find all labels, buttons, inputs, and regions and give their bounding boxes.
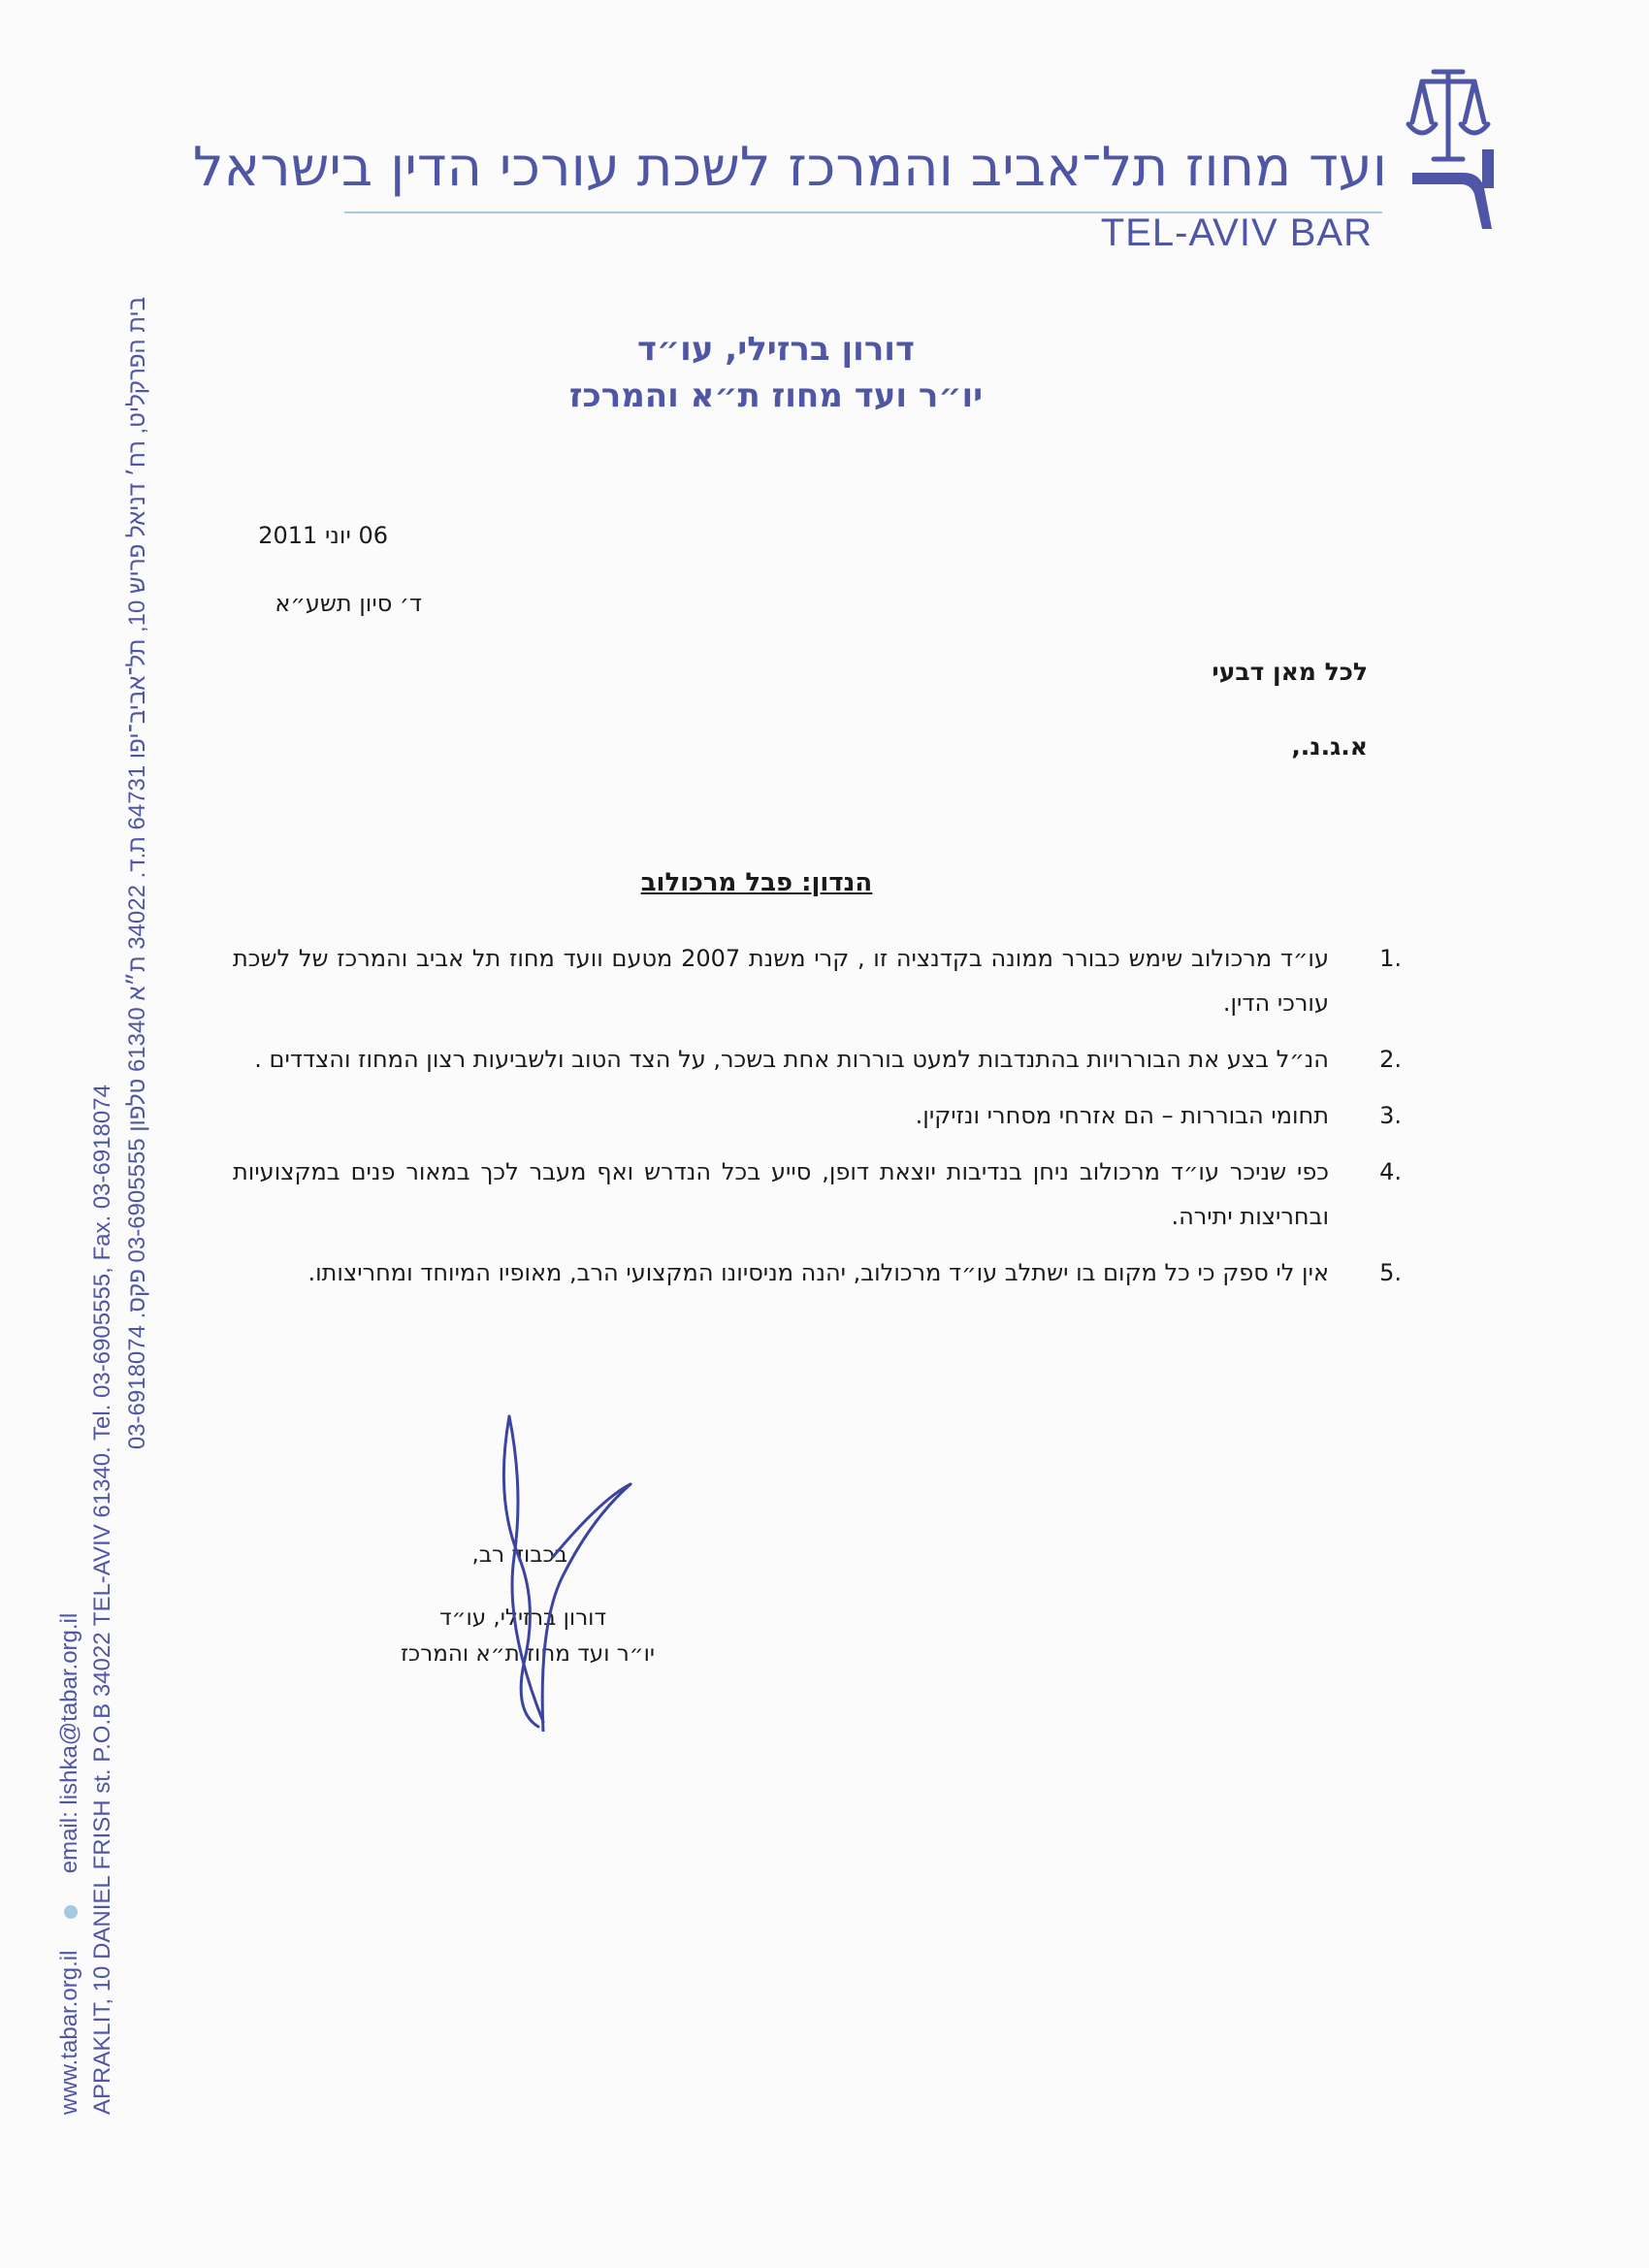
side-address-he-text: בית הפרקליט, רח׳ דניאל פריש 10, תל־אביב־יפו 64731 ת.ד. 34022 ת״א 61340 טלפון 03-6905555 פקס. 03-6918074: [124, 297, 150, 1450]
signature-icon: [485, 1411, 650, 1732]
closing-regards: בכבוד רב,: [471, 1542, 567, 1568]
list-item: [233, 1250, 1402, 1295]
org-name-english: TEL-AVIV BAR: [1100, 211, 1373, 254]
list-item-number: 2.: [1379, 1046, 1402, 1073]
list-item: [233, 1093, 1402, 1138]
body-list: [233, 936, 1402, 1307]
list-item-text: כפי שניכר עו״ד מרכולוב ניחן בנדיבות יוצאת דופן, סייע בכל הנדרש ואף מעבר לכך במאור פנים במקצועיות ובחריצות יתירה.: [233, 1158, 1329, 1230]
date-hebrew: ד׳ סיון תשע״א: [275, 590, 422, 617]
list-item-text: אין לי ספק כי כל מקום בו ישתלב עו״ד מרכולוב, יהנה מניסיונו המקצועי הרב, מאופיו המיוחד ומחריצותו.: [307, 1259, 1329, 1286]
bullet-dot-icon: [64, 1905, 78, 1919]
side-website: www.tabar.org.il: [56, 1950, 82, 2115]
subject-line: הנדון: פבל מרכולוב: [640, 868, 873, 897]
side-address-hebrew: [124, 272, 151, 2115]
signer-name: דורון ברזילי, עו״ד: [439, 1605, 606, 1631]
list-item-number: 5.: [1379, 1259, 1402, 1286]
side-address-english: [89, 272, 116, 2115]
addressee: לכל מאן דבעי: [1212, 658, 1368, 686]
list-item-text: הנ״ל בצע את הבוררויות בהתנדבות למעט בוררות אחת בשכר, על הצד הטוב ולשביעות רצון המחוז והצדדים .: [254, 1046, 1329, 1073]
salutation: א.ג.נ.,: [1291, 732, 1368, 761]
list-item: [233, 936, 1402, 1025]
date-gregorian: 06 יוני 2011: [258, 522, 388, 549]
sender-name: דורון ברזילי, עו״ד: [637, 330, 915, 369]
list-item-text: תחומי הבוררות – הם אזרחי מסחרי ונזיקין.: [915, 1102, 1329, 1129]
list-item-text: עו״ד מרכולוב שימש כבורר ממונה בקדנציה זו , קרי משנת 2007 מטעם וועד מחוז תל אביב והמרכז של לשכת עורכי הדין.: [233, 945, 1329, 1017]
signer-role: יו״ר ועד מחוז ת״א והמרכז: [401, 1641, 655, 1667]
list-item-number: 3.: [1379, 1102, 1402, 1129]
sender-role: יו״ר ועד מחוז ת״א והמרכז: [568, 376, 984, 415]
side-address-en-text: APRAKLIT, 10 DANIEL FRISH st. P.O.B 34022 TEL-AVIV 61340. Tel. 03-6905555, Fax. 03-6918074: [89, 1085, 115, 2115]
list-item: [233, 1150, 1402, 1239]
side-email: email: lishka@tabar.org.il: [56, 1612, 82, 1874]
org-name-hebrew: ועד מחוז תל־אביב והמרכז לשכת עורכי הדין בישראל: [192, 136, 1387, 199]
list-item-number: 4.: [1379, 1158, 1402, 1185]
scales-of-justice-logo-icon: [1405, 64, 1511, 229]
list-item: [233, 1037, 1402, 1082]
list-item-number: 1.: [1379, 945, 1402, 972]
side-contact-web: [56, 272, 83, 2115]
